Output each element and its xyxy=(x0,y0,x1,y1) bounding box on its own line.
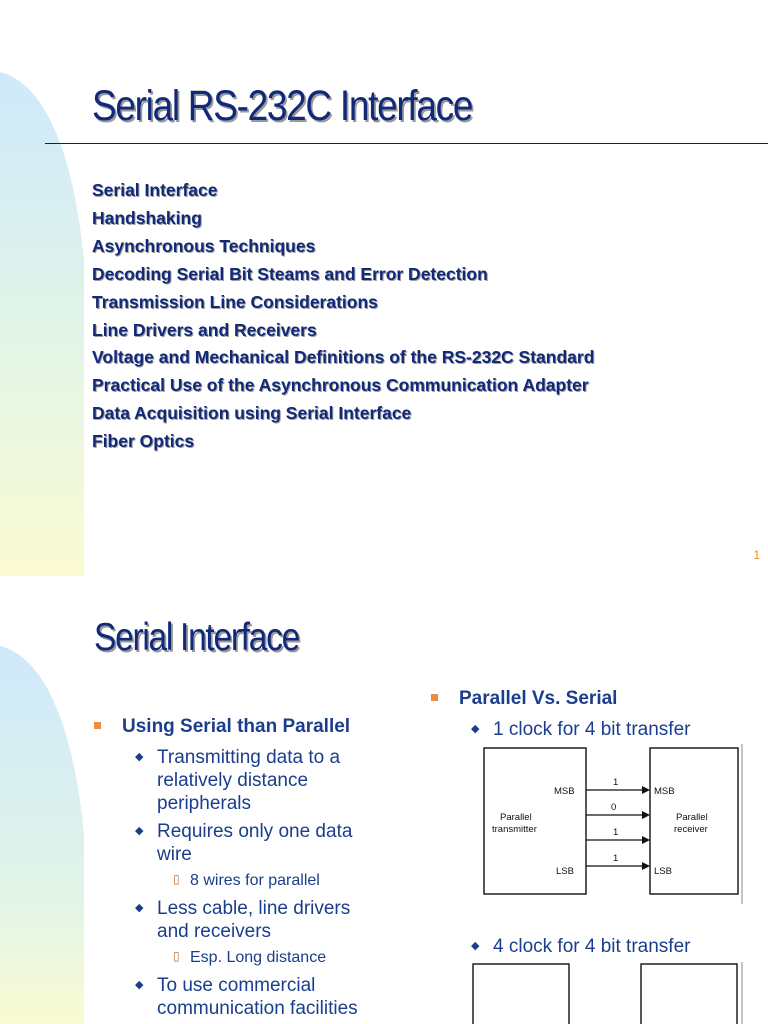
square-bullet-icon xyxy=(431,694,438,701)
point-item xyxy=(135,974,387,1020)
bit-label: 1 xyxy=(613,853,619,864)
arrow-right-icon xyxy=(642,786,650,794)
subpoint-text: Esp. Long distance xyxy=(190,949,327,966)
right-point-text: 1 clock for 4 bit transfer xyxy=(493,719,691,740)
box-bullet-icon: ▯ xyxy=(173,872,180,886)
slide-2 xyxy=(0,588,768,1024)
arrow-heads xyxy=(642,786,650,870)
square-bullet-icon xyxy=(94,722,101,729)
topic-item: Handshaking xyxy=(92,207,202,228)
transmitter-label-line2: transmitter xyxy=(492,824,537,835)
topic-item: Serial Interface xyxy=(92,180,218,200)
topic-item: Data Acquisition using Serial Interface xyxy=(92,403,412,424)
receiver-box xyxy=(641,964,737,1024)
right-point-text: 4 clock for 4 bit transfer xyxy=(493,936,691,957)
bit-label: 1 xyxy=(613,777,619,788)
right-point-item xyxy=(471,935,691,958)
subpoint-item xyxy=(173,949,327,967)
msb-right-label: MSB xyxy=(654,786,675,797)
point-item xyxy=(135,746,387,815)
transmitter-box xyxy=(473,964,569,1024)
transmitter-label-line1: Parallel xyxy=(500,812,532,823)
subpoint-item xyxy=(173,872,320,890)
right-heading xyxy=(459,688,617,710)
diamond-bullet-icon: ◆ xyxy=(135,979,144,991)
receiver-label-line2: receiver xyxy=(674,824,708,835)
topic-item: Fiber Optics xyxy=(92,431,195,452)
arrow-right-icon xyxy=(642,862,650,870)
right-heading-text: Parallel Vs. Serial xyxy=(459,688,618,709)
serial-transfer-diagram xyxy=(470,962,750,1024)
diamond-bullet-icon: ◆ xyxy=(471,723,480,735)
bit-label: 1 xyxy=(613,827,619,838)
diamond-bullet-icon: ◆ xyxy=(135,751,144,763)
left-heading xyxy=(122,716,350,738)
arrow-right-icon xyxy=(642,836,650,844)
diamond-bullet-icon: ◆ xyxy=(135,825,144,837)
topic-item: Transmission Line Considerations xyxy=(92,291,378,312)
left-heading-text: Using Serial than Parallel xyxy=(122,716,351,737)
background-gradient-shape xyxy=(0,0,90,588)
box-bullet-icon: ▯ xyxy=(173,949,180,963)
background-gradient-shape xyxy=(0,588,90,1024)
point-item xyxy=(135,897,387,943)
lsb-right-label: LSB xyxy=(654,866,672,877)
page-number: 1 xyxy=(753,548,760,562)
topic-item: Voltage and Mechanical Definitions of the RS-232C Standard xyxy=(92,347,595,368)
diamond-bullet-icon: ◆ xyxy=(135,902,144,914)
point-text: Less cable, line drivers and receivers xyxy=(157,898,351,942)
point-text: Transmitting data to a relatively distance peripherals xyxy=(157,747,341,814)
topic-item: Asynchronous Techniques xyxy=(92,235,316,256)
topic-item: Practical Use of the Asynchronous Communication Adapter xyxy=(92,375,589,396)
title-divider xyxy=(45,143,768,144)
slide-title: Serial RS-232C Interface xyxy=(92,82,473,130)
parallel-transfer-diagram xyxy=(480,744,750,904)
bit-label: 0 xyxy=(611,802,617,813)
receiver-label-line1: Parallel xyxy=(676,812,708,823)
arrow-right-icon xyxy=(642,811,650,819)
slide-title: Serial Interface xyxy=(94,616,299,659)
right-point-item xyxy=(471,718,691,741)
topic-item: Line Drivers and Receivers xyxy=(92,319,317,340)
point-text: Requires only one data wire xyxy=(157,821,353,865)
topic-list xyxy=(92,177,594,456)
lsb-left-label: LSB xyxy=(556,866,574,877)
point-text: To use commercial communication facilities xyxy=(157,975,358,1019)
topic-item: Decoding Serial Bit Steams and Error Detection xyxy=(92,263,488,284)
msb-left-label: MSB xyxy=(554,786,575,797)
point-item xyxy=(135,820,387,866)
subpoint-text: 8 wires for parallel xyxy=(190,872,320,889)
diamond-bullet-icon: ◆ xyxy=(471,940,480,952)
